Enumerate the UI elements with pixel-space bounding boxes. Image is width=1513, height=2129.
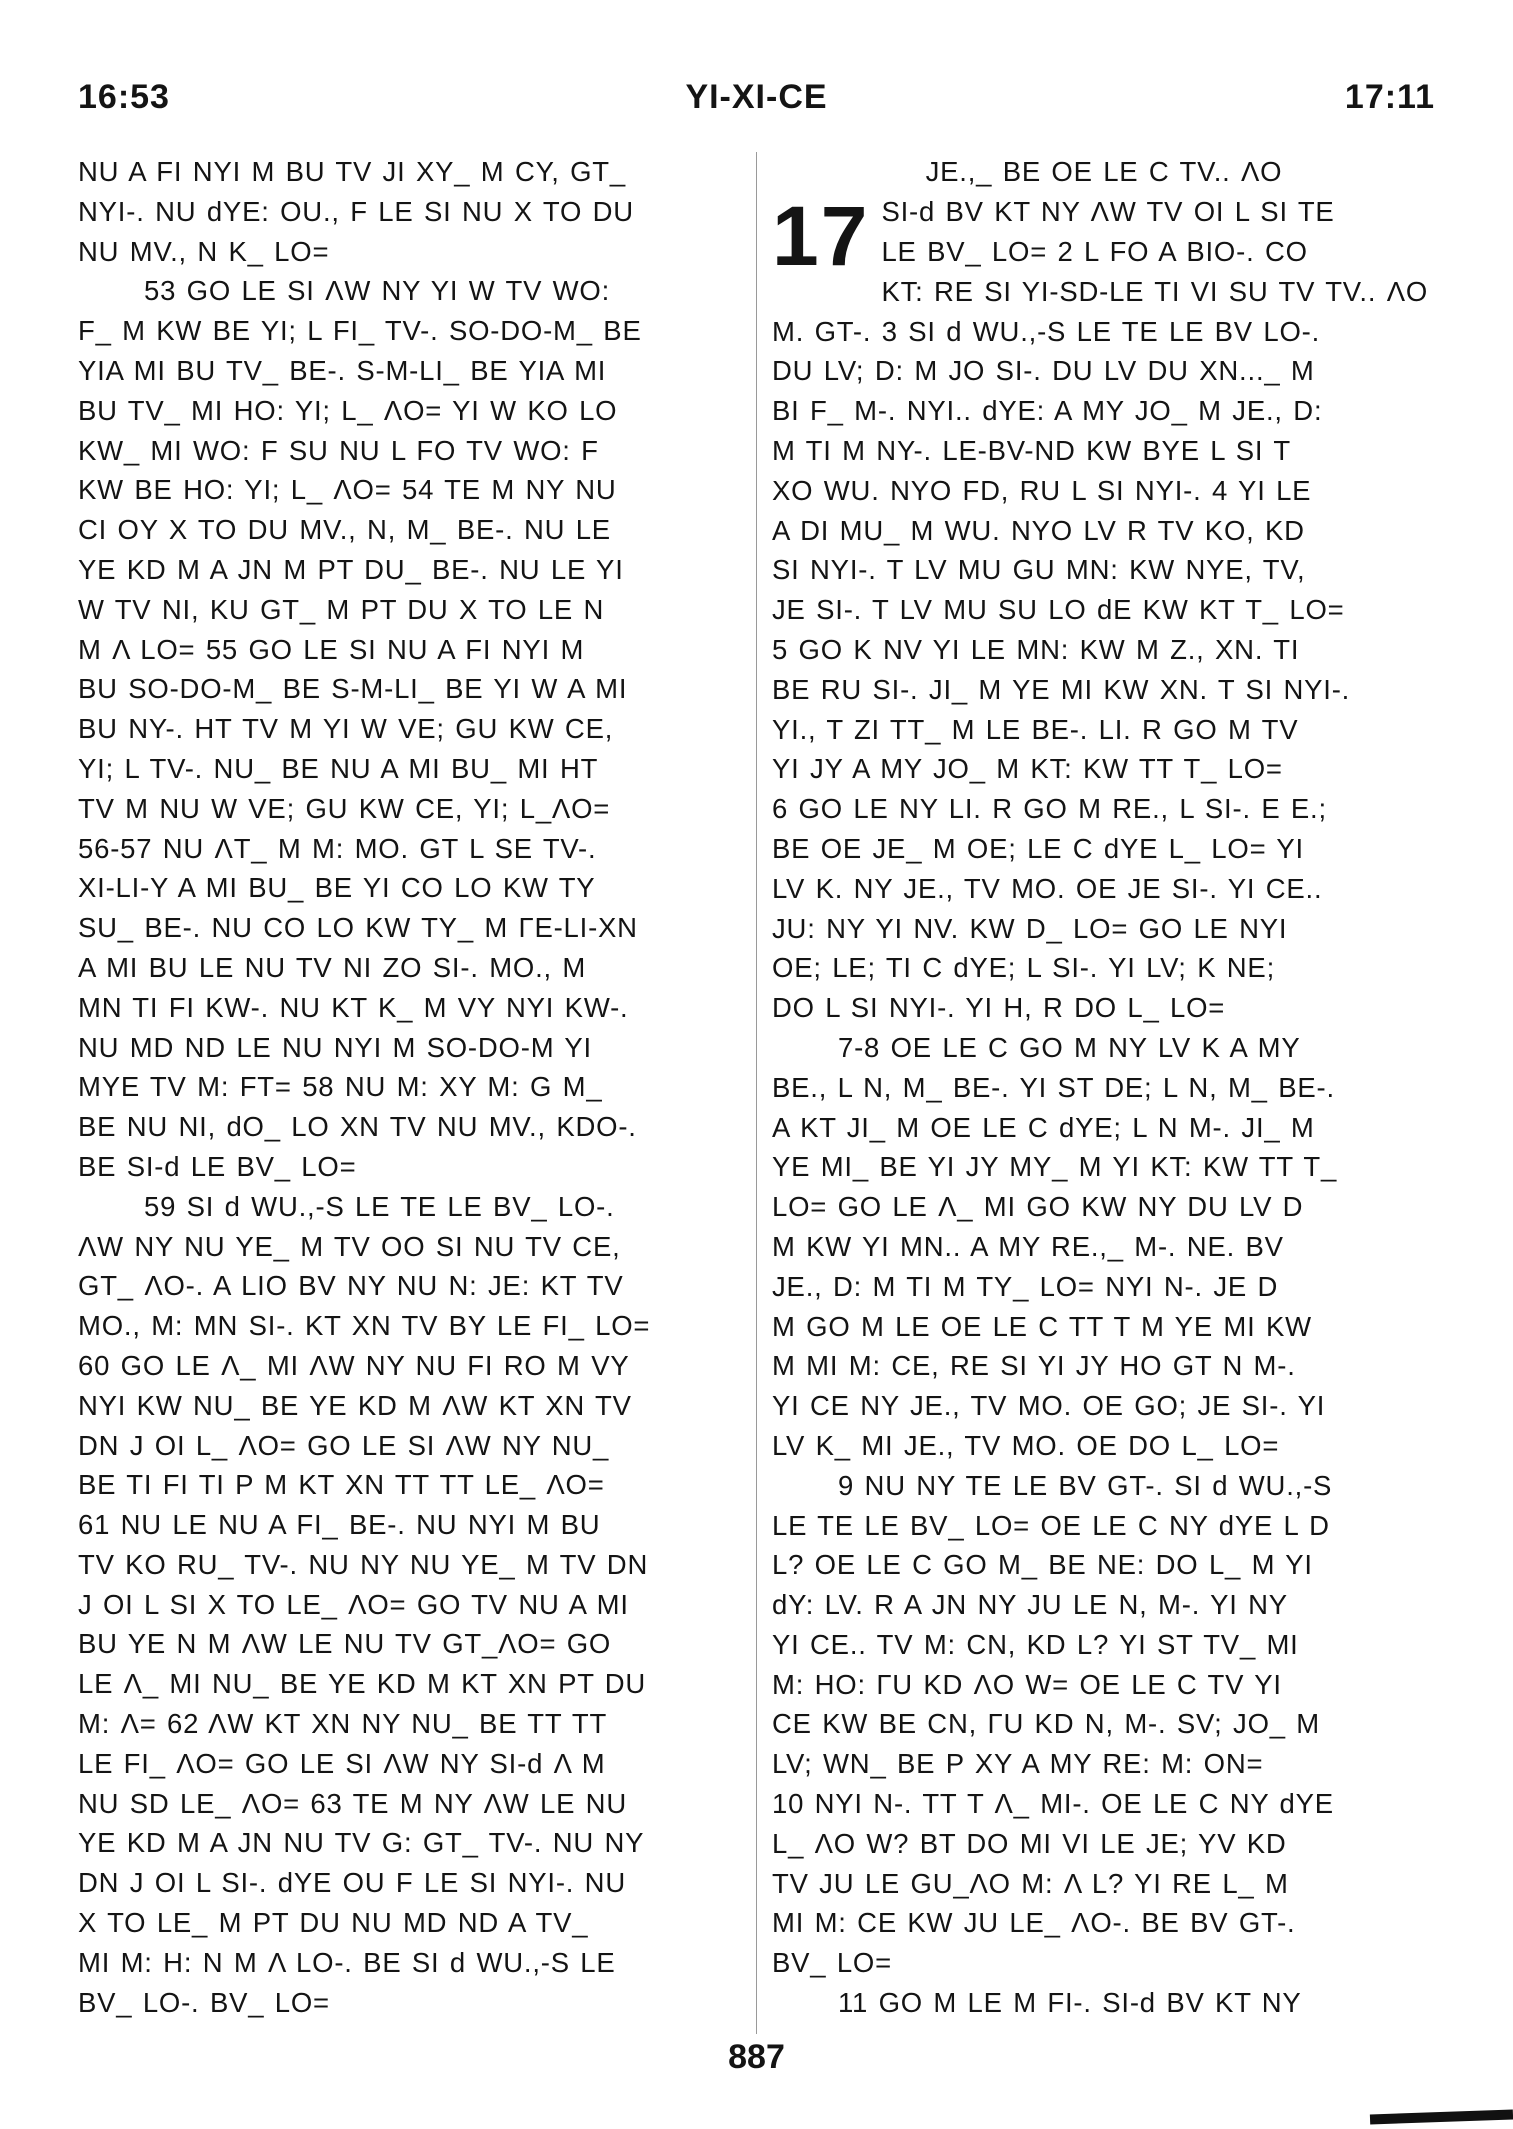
text-line: NU MV., N K_ LO=: [78, 235, 330, 267]
text-line: 61 NU LE NU A FI_ BE-. NU NYI M BU: [78, 1509, 601, 1541]
text-line: M: Λ= 62 ΛW KT XN NY NU_ BE TT TT: [78, 1708, 608, 1740]
text-line: YE MI_ BE YI JY MY_ M YI KT: KW TT T_: [772, 1151, 1338, 1183]
text-line: XO WU. NYO FD, RU L SI NYI-. 4 YI LE: [772, 474, 1312, 506]
text-line: LE TE LE BV_ LO= OE LE C NY dYE L D: [772, 1509, 1330, 1541]
text-line: CE KW BE CN, ΓU KD N, M-. SV; JO_ M: [772, 1708, 1321, 1740]
text-line: DN J OI L_ ΛO= GO LE SI ΛW NY NU_: [78, 1429, 610, 1461]
text-line: NU MD ND LE NU NYI M SO-DO-M YI: [78, 1031, 592, 1063]
header-chapter-verse-end: 17:11: [1344, 78, 1435, 116]
text-line: YI; L TV-. NU_ BE NU A MI BU_ MI HT: [78, 752, 599, 784]
text-line: MYE TV M: FT= 58 NU M: XY M: G M_: [78, 1071, 603, 1103]
text-line: 10 NYI N-. TT T Λ_ MI-. OE LE C NY dYE: [772, 1788, 1334, 1820]
text-line: BE TI FI TI P M KT XN TT TT LE_ ΛO=: [78, 1469, 605, 1501]
text-line: JU: NY YI NV. KW D_ LO= GO LE NYI: [772, 912, 1288, 944]
text-line: M KW YI MN.. A MY RE.,_ M-. NE. BV: [772, 1230, 1284, 1262]
text-line: L? OE LE C GO M_ BE NE: DO L_ M YI: [772, 1549, 1313, 1581]
text-line: BV_ LO=: [772, 1947, 892, 1979]
text-line: LE FI_ ΛO= GO LE SI ΛW NY SI-d Λ M: [78, 1747, 606, 1779]
text-line: NYI-. NU dYE: OU., F LE SI NU X TO DU: [78, 195, 634, 227]
text-line: A KT JI_ M OE LE C dYE; L N M-. JI_ M: [772, 1111, 1315, 1143]
text-line: BI F_ M-. NYI.. dYE: A MY JO_ M JE., D:: [772, 395, 1323, 427]
text-line: F_ M KW BE YI; L FI_ TV-. SO-DO-M_ BE: [78, 315, 642, 347]
text-line: LE BV_ LO= 2 L FO A BIO-. CO: [881, 235, 1308, 267]
text-line: JE.,_ BE OE LE C TV.. ΛO: [925, 156, 1283, 187]
text-line: A MI BU LE NU TV NI ZO SI-. MO., M: [78, 951, 587, 983]
text-line: MI M: H: N M Λ LO-. BE SI d WU.,-S LE: [78, 1946, 616, 1978]
text-line: DO L SI NYI-. YI H, R DO L_ LO=: [772, 992, 1226, 1024]
scan-edge-mark: [1370, 2110, 1513, 2125]
text-line: YIA MI BU TV_ BE-. S-M-LI_ BE YIA MI: [78, 354, 607, 386]
chapter-opening: [772, 188, 1436, 283]
text-line: BE OE JE_ M OE; LE C dYE L_ LO= YI: [772, 832, 1304, 864]
text-line: LE Λ_ MI NU_ BE YE KD M KT XN PT DU: [78, 1668, 647, 1700]
text-line: MI M: CE KW JU LE_ ΛO-. BE BV GT-.: [772, 1907, 1296, 1939]
text-line: YE KD M A JN NU TV G: GT_ TV-. NU NY: [78, 1827, 645, 1859]
text-line: BU SO-DO-M_ BE S-M-LI_ BE YI W A MI: [78, 673, 628, 705]
left-text-column: [78, 152, 740, 2022]
text-line: M GO M LE OE LE C TT T M YE MI KW: [772, 1310, 1312, 1342]
text-line: 11 GO M LE M FI-. SI-d BV KT NY: [838, 1987, 1302, 2019]
text-line: ΛW NY NU YE_ M TV OO SI NU TV CE,: [78, 1230, 621, 1262]
text-line: M TI M NY-. LE-BV-ND KW BYE L SI T: [772, 434, 1291, 466]
text-line: TV M NU W VE; GU KW CE, YI; L_ΛO=: [78, 792, 611, 824]
text-line: J OI L SI X TO LE_ ΛO= GO TV NU A MI: [78, 1588, 629, 1620]
text-line: LV K_ MI JE., TV MO. OE DO L_ LO=: [772, 1429, 1280, 1461]
text-line: BE RU SI-. JI_ M YE MI KW XN. T SI NYI-.: [772, 673, 1351, 705]
text-line: DU LV; D: M JO SI-. DU LV DU XN..._ M: [772, 355, 1315, 387]
column-divider: [756, 152, 757, 2034]
text-line: A DI MU_ M WU. NYO LV R TV KO, KD: [772, 514, 1305, 546]
text-line: BU TV_ MI HO: YI; L_ ΛO= YI W KO LO: [78, 394, 618, 426]
text-line: TV KO RU_ TV-. NU NY NU YE_ M TV DN: [78, 1548, 649, 1580]
text-line: BE SI-d LE BV_ LO=: [78, 1150, 357, 1182]
text-line: YI., T ZI TT_ M LE BE-. LI. R GO M TV: [772, 713, 1299, 745]
text-line: OE; LE; TI C dYE; L SI-. YI LV; K NE;: [772, 952, 1276, 984]
text-line: 53 GO LE SI ΛW NY YI W TV WO:: [144, 275, 611, 307]
text-line: 60 GO LE Λ_ MI ΛW NY NU FI RO M VY: [78, 1349, 630, 1381]
text-line: YI CE NY JE., TV MO. OE GO; JE SI-. YI: [772, 1390, 1326, 1422]
text-line: BE NU NI, dO_ LO XN TV NU MV., KDO-.: [78, 1111, 637, 1143]
text-line: L_ ΛO W? BT DO MI VI LE JE; YV KD: [772, 1827, 1287, 1859]
chapter-number: 17: [772, 188, 870, 283]
right-text-column: [772, 152, 1436, 2023]
text-line: MO., M: MN SI-. KT XN TV BY LE FI_ LO=: [78, 1310, 651, 1342]
text-line: YI CE.. TV M: CN, KD L? YI ST TV_ MI: [772, 1628, 1299, 1660]
text-line: MN TI FI KW-. NU KT K_ M VY NYI KW-.: [78, 991, 629, 1023]
text-line: NU SD LE_ ΛO= 63 TE M NY ΛW LE NU: [78, 1787, 627, 1819]
text-line: 9 NU NY TE LE BV GT-. SI d WU.,-S: [838, 1469, 1333, 1501]
page-number: 887: [728, 2038, 785, 2076]
text-line: W TV NI, KU GT_ M PT DU X TO LE N: [78, 593, 605, 625]
header-chapter-verse-start: 16:53: [78, 78, 170, 116]
text-line: 6 GO LE NY LI. R GO M RE., L SI-. E E.;: [772, 793, 1327, 825]
text-line: SI NYI-. T LV MU GU MN: KW NYE, TV,: [772, 554, 1306, 586]
text-line: NU A FI NYI M BU TV JI XY_ M CY, GT_: [78, 156, 626, 187]
text-line: BV_ LO-. BV_ LO=: [78, 1986, 330, 2018]
text-line: M: HO: ΓU KD ΛO W= OE LE C TV YI: [772, 1668, 1282, 1700]
text-line: GT_ ΛO-. A LIO BV NY NU N: JE: KT TV: [78, 1270, 624, 1302]
text-line: CI OY X TO DU MV., N, M_ BE-. NU LE: [78, 514, 611, 546]
text-line: LV; WN_ BE P XY A MY RE: M: ON=: [772, 1748, 1264, 1780]
text-line: JE., D: M TI M TY_ LO= NYI N-. JE D: [772, 1270, 1279, 1302]
text-line: 5 GO K NV YI LE MN: KW M Z., XN. TI: [772, 633, 1300, 665]
text-line: M MI M: CE, RE SI YI JY HO GT N M-.: [772, 1350, 1296, 1382]
text-line: JE SI-. T LV MU SU LO dE KW KT T_ LO=: [772, 594, 1345, 626]
text-line: LV K. NY JE., TV MO. OE JE SI-. YI CE..: [772, 872, 1323, 904]
right-column-lines: [772, 272, 1436, 2023]
text-line: NYI KW NU_ BE YE KD M ΛW KT XN TV: [78, 1389, 632, 1421]
text-line: SI-d BV KT NY ΛW TV OI L SI TE: [881, 195, 1335, 227]
text-line: KT: RE SI YI-SD-LE TI VI SU TV TV.. ΛO: [881, 275, 1429, 307]
text-line: XI-LI-Y A MI BU_ BE YI CO LO KW TY: [78, 872, 596, 904]
text-line: dY: LV. R A JN NY JU LE N, M-. YI NY: [772, 1589, 1288, 1621]
text-line: BU NY-. HT TV M YI W VE; GU KW CE,: [78, 713, 614, 745]
text-line: BE., L N, M_ BE-. YI ST DE; L N, M_ BE-.: [772, 1071, 1335, 1103]
text-line: BU YE N M ΛW LE NU TV GT_ΛO= GO: [78, 1628, 612, 1660]
text-line: M Λ LO= 55 GO LE SI NU A FI NYI M: [78, 633, 585, 665]
text-line: KW BE HO: YI; L_ ΛO= 54 TE M NY NU: [78, 474, 617, 506]
header-book-title: YI-XI-CE: [685, 78, 828, 116]
text-line: M. GT-. 3 SI d WU.,-S LE TE LE BV LO-.: [772, 315, 1321, 347]
text-line: KW_ MI WO: F SU NU L FO TV WO: F: [78, 434, 599, 466]
text-line: YE KD M A JN M PT DU_ BE-. NU LE YI: [78, 553, 624, 585]
text-line: 7-8 OE LE C GO M NY LV K A MY: [838, 1031, 1301, 1063]
text-line: YI JY A MY JO_ M KT: KW TT T_ LO=: [772, 753, 1283, 785]
text-line: SU_ BE-. NU CO LO KW TY_ M ΓE-LI-XN: [78, 912, 638, 944]
text-line: LO= GO LE Λ_ MI GO KW NY DU LV D: [772, 1191, 1304, 1223]
text-line: 59 SI d WU.,-S LE TE LE BV_ LO-.: [144, 1190, 615, 1222]
text-line: X TO LE_ M PT DU NU MD ND A TV_: [78, 1907, 589, 1939]
text-line: DN J OI L SI-. dYE OU F LE SI NYI-. NU: [78, 1867, 627, 1899]
text-line: 56-57 NU ΛT_ M M: MO. GT L SE TV-.: [78, 832, 597, 864]
text-line: TV JU LE GU_ΛO M: Λ L? YI RE L_ M: [772, 1867, 1289, 1899]
